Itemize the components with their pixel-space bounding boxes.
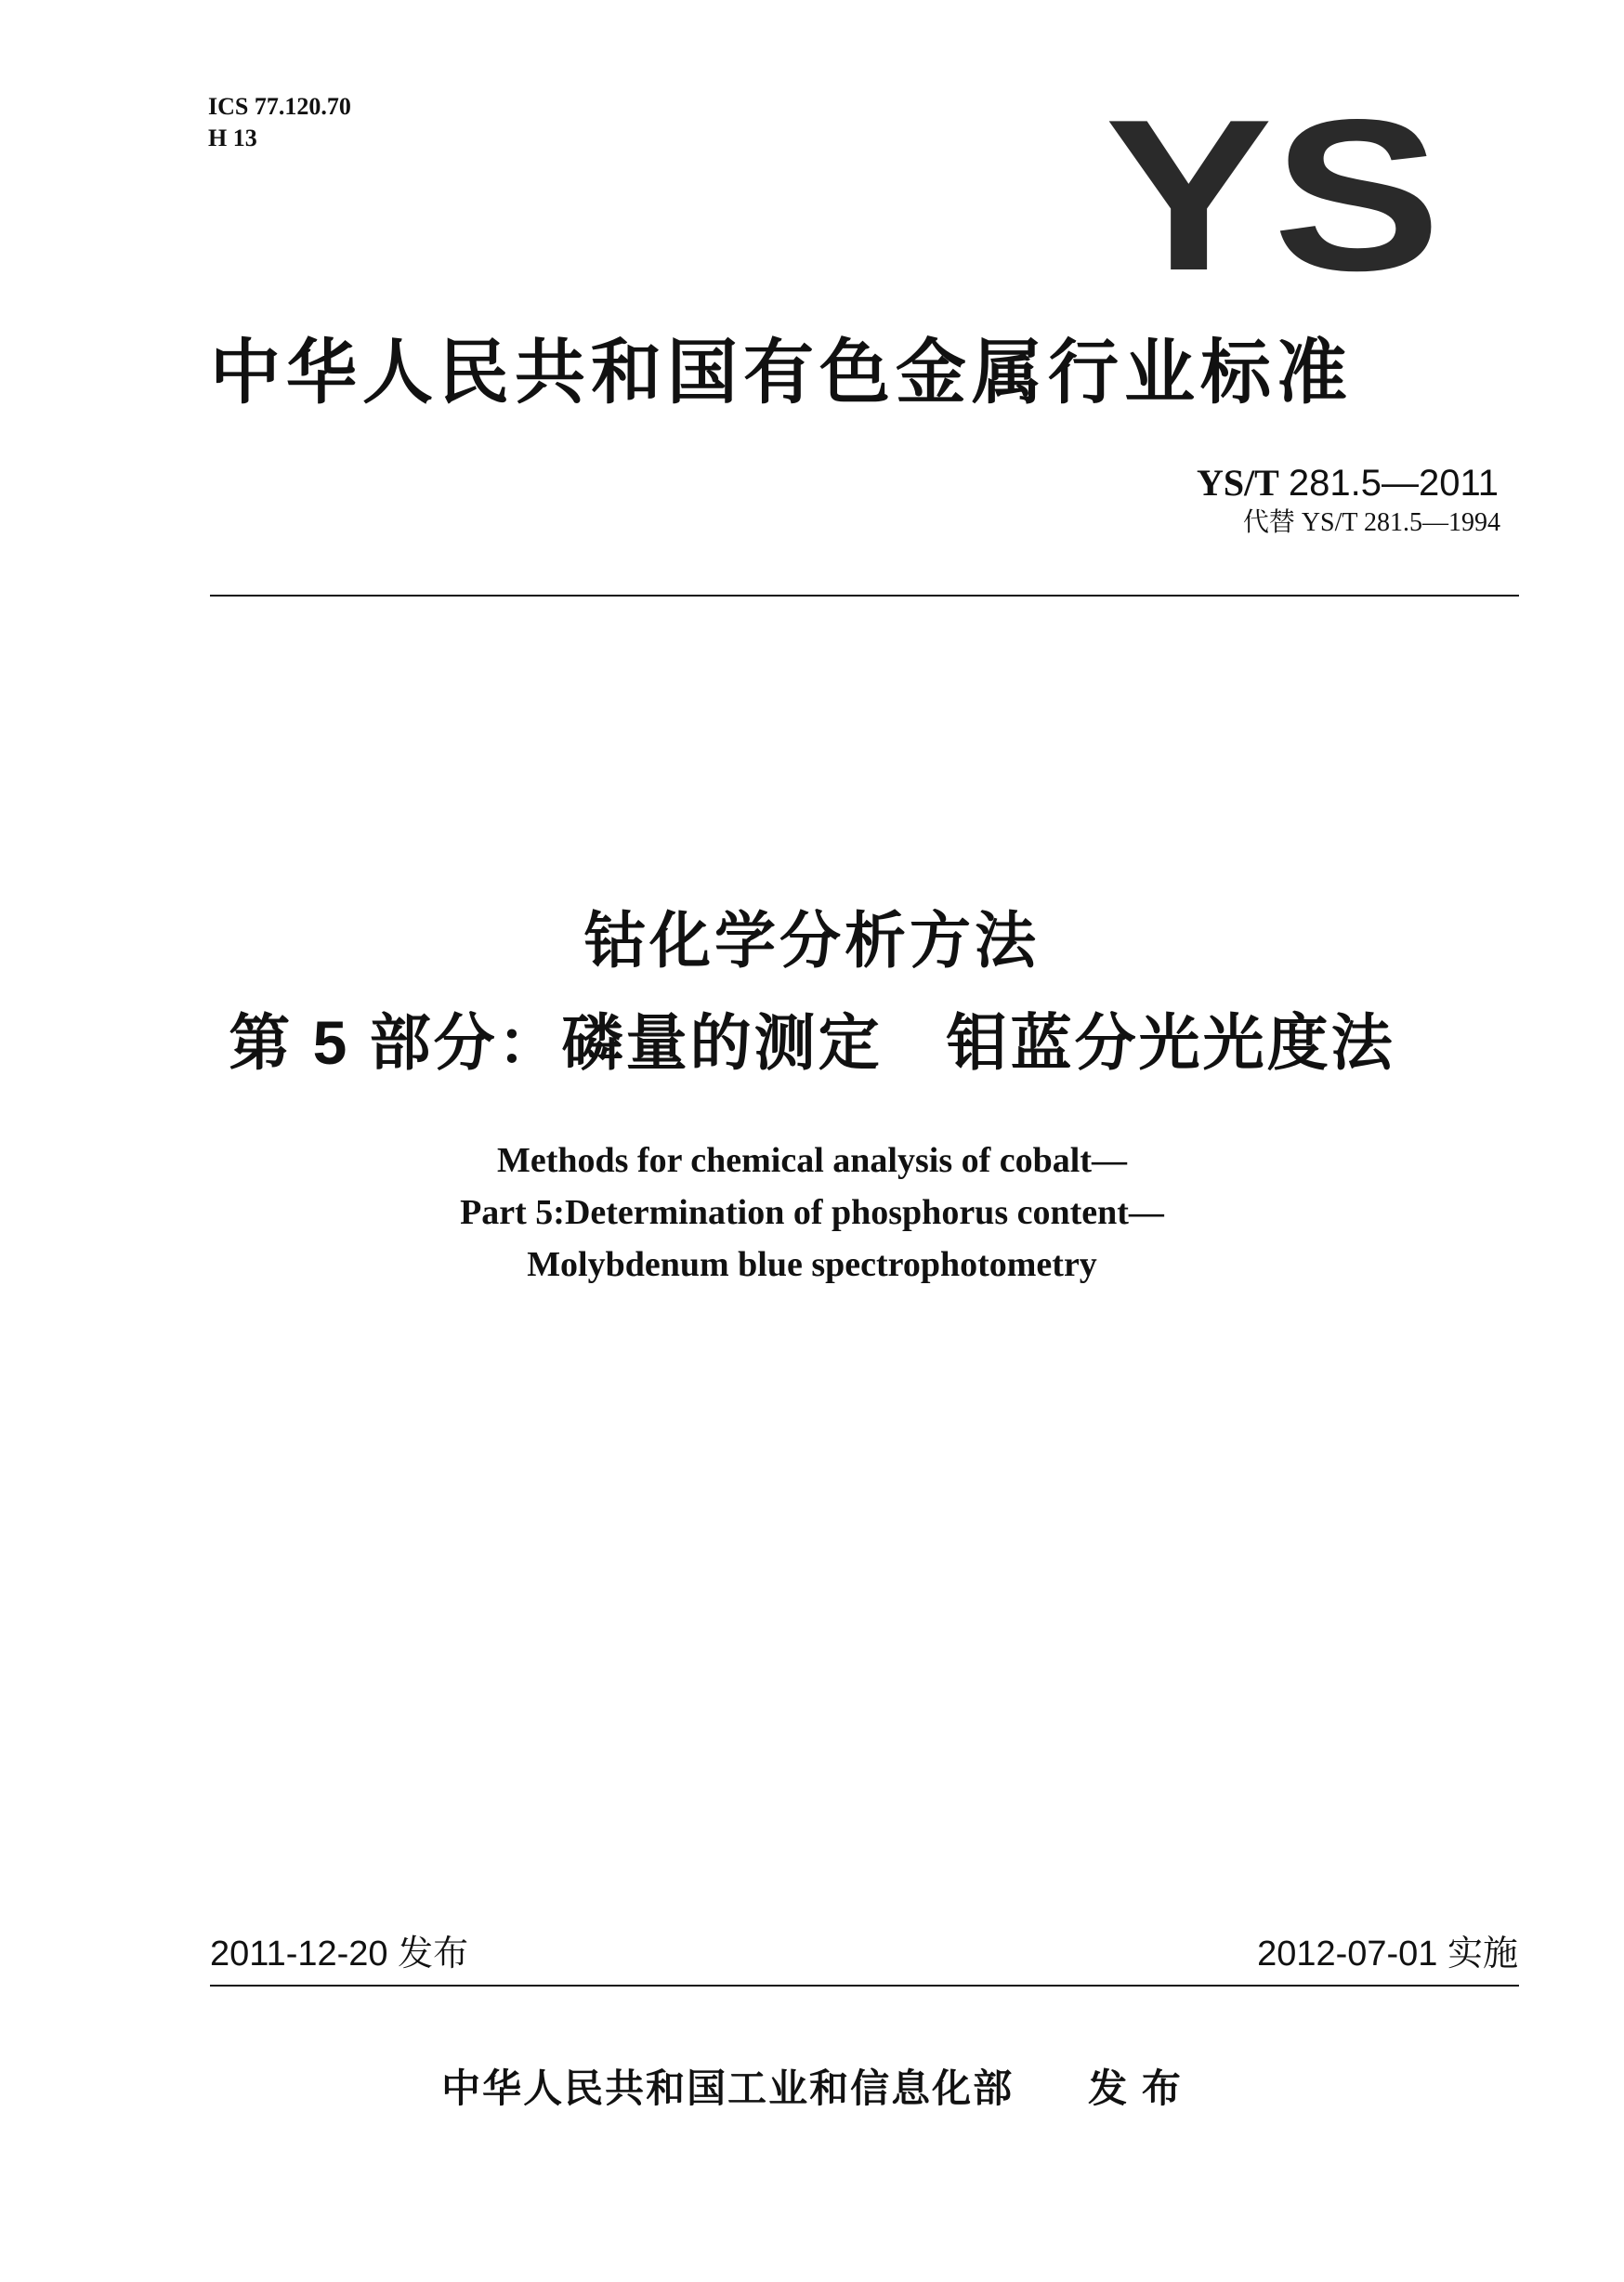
publisher xyxy=(0,2065,1624,2113)
issue-date: 2011-12-20 发布 xyxy=(210,1934,469,1974)
category-code: H 13 xyxy=(208,125,257,151)
top-divider xyxy=(210,595,1519,597)
standard-number xyxy=(1197,461,1499,505)
title-en-line-2: Part 5:Determination of phosphorus content— xyxy=(460,1193,1164,1232)
standard-number-prefix: YS/T xyxy=(1196,462,1279,504)
title-cn-line-1: 钴化学分析方法 xyxy=(584,906,1040,975)
title-en-line-3: Molybdenum blue spectrophotometry xyxy=(527,1245,1097,1284)
bottom-divider xyxy=(210,1985,1519,1987)
title-en-line-1: Methods for chemical analysis of cobalt— xyxy=(497,1141,1127,1180)
ys-logo xyxy=(1101,110,1445,277)
classification-codes xyxy=(208,91,351,154)
ics-code: ICS 77.120.70 xyxy=(208,93,351,120)
org-title: 中华人民共和国有色金属行业标准 xyxy=(210,334,1353,413)
publisher-name: 中华人民共和国工业和信息化部 xyxy=(441,2066,1015,2110)
standard-replaces: 代替 YS/T 281.5—1994 xyxy=(1242,508,1500,537)
standard-number-value: 281.5—2011 xyxy=(1288,463,1499,504)
implementation-date: 2012-07-01 实施 xyxy=(1257,1934,1518,1974)
title-cn-line-2: 第 5 部分：磷量的测定 钼蓝分光光度法 xyxy=(229,1008,1395,1077)
publisher-action: 发 布 xyxy=(1088,2066,1183,2110)
ys-logo-text: YS xyxy=(1105,110,1441,277)
